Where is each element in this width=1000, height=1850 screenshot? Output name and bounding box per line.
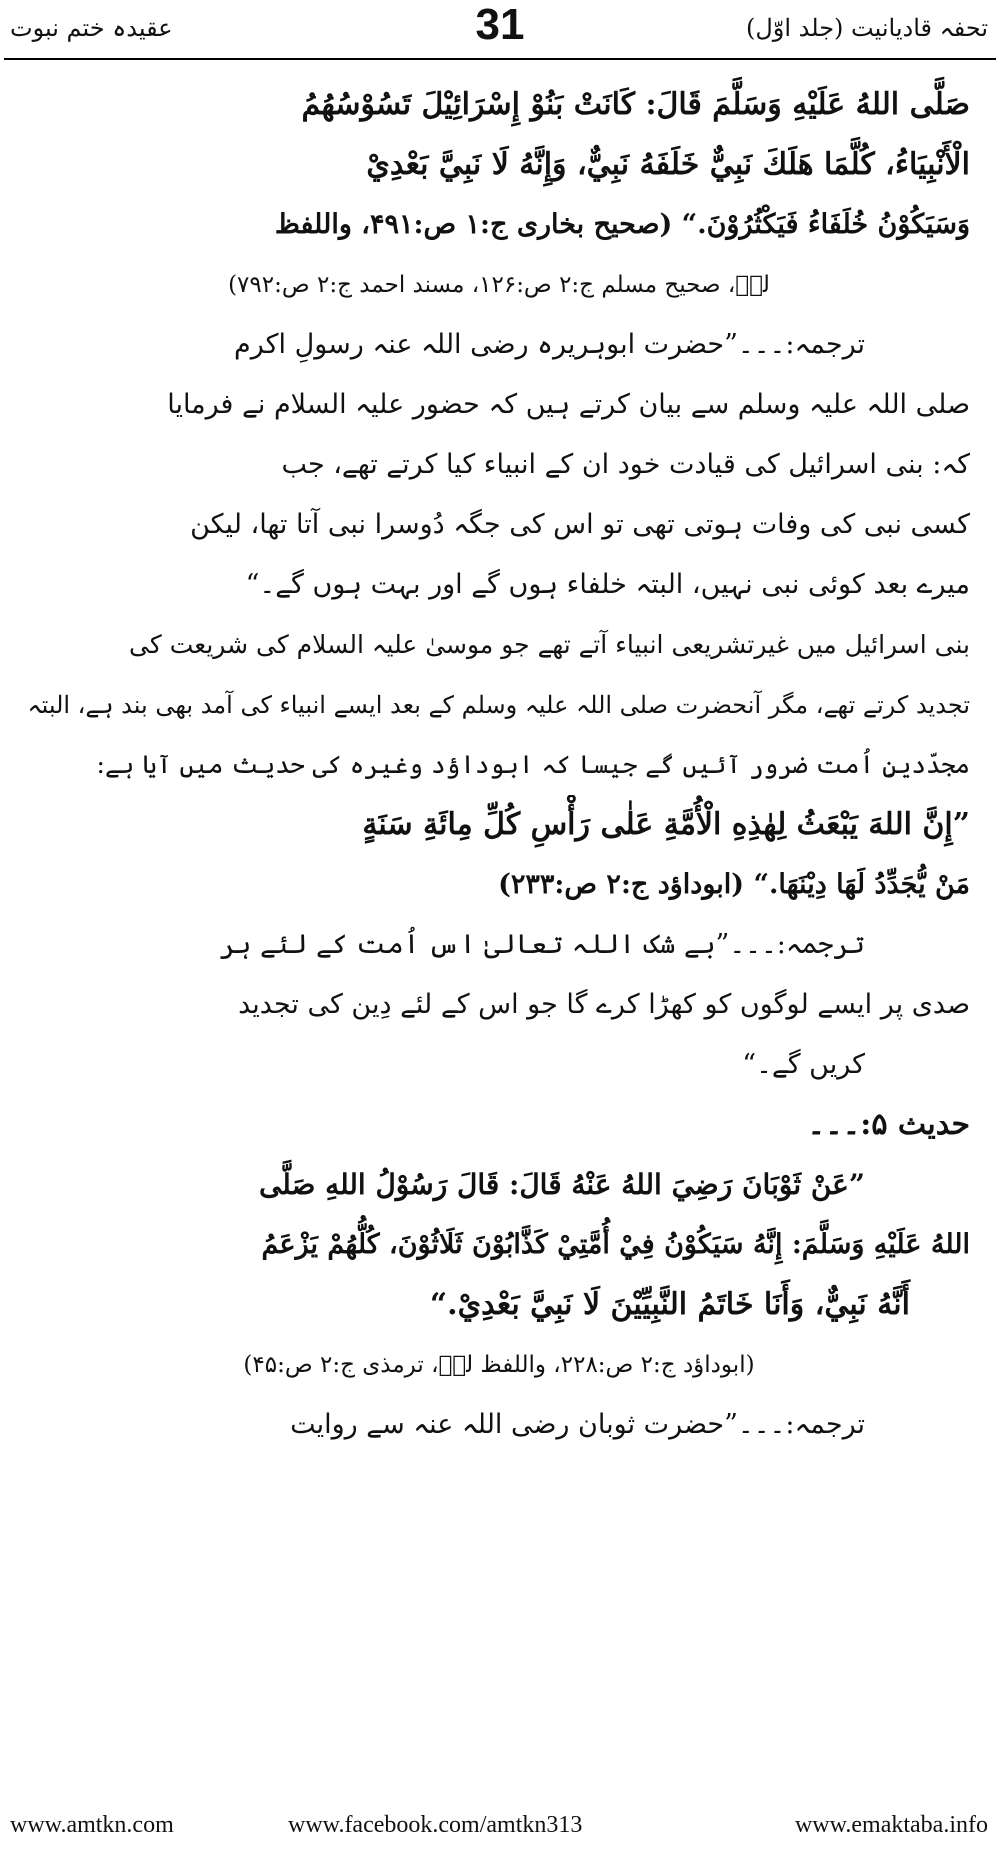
reference-line: (ابوداؤد ج:۲ ص:۲۲۸، واللفظ لہٗ، ترمذی ج:۲ ص:۴۵) [243,1352,755,1378]
footer-link-amtkn[interactable]: www.amtkn.com [10,1812,174,1838]
translation-line: ترجمہ:۔۔۔”بے شک اللہ تعالیٰ اس اُمت کے لئے ہر [219,929,865,960]
text-line: صَلَّى اللهُ عَلَيْهِ وَسَلَّمَ قَالَ: كَانَتْ بَنُوْ إِسْرَائِيْلَ تَسُوْسُهُمُ [301,87,970,122]
text-line: تجدید کرتے تھے، مگر آنحضرت صلی اللہ علیہ وسلم کے بعد ایسے انبیاء کی آمد بھی بند ہے، البتہ [28,691,970,719]
translation-line: میرے بعد کوئی نبی نہیں، البتہ خلفاء ہوں گے اور بہت ہوں گے۔“ [245,569,970,600]
translation-line: ترجمہ:۔۔۔”حضرت ابوہریرہ رضی اللہ عنہ رسولِ اکرم [234,329,865,360]
translation-line: ترجمہ:۔۔۔”حضرت ثوبان رضی اللہ عنہ سے روایت [290,1409,865,1440]
header-rule [4,58,996,60]
reference-line: لہٗ، صحیح مسلم ج:۲ ص:۱۲۶، مسند احمد ج:۲ ص:۷۹۲) [228,272,770,298]
page-footer [0,1808,1000,1850]
arabic-hadith-line: ”إِنَّ اللهَ يَبْعَثُ لِهٰذِهِ الْأُمَّةِ عَلٰى رَأْسِ كُلِّ مِائَةِ سَنَةٍ [362,807,970,842]
footer-link-emaktaba[interactable]: www.emaktaba.info [794,1812,988,1838]
arabic-hadith-line: اللهُ عَلَيْهِ وَسَلَّمَ: إِنَّهُ سَيَكُوْنُ فِيْ أُمَّتِيْ كَذَّابُوْنَ ثَلَاثُوْنَ، كُلُّهُمْ يَزْعَمُ [261,1229,970,1260]
translation-line: صلی اللہ علیہ وسلم سے بیان کرتے ہیں کہ حضور علیہ السلام نے فرمایا [167,389,970,420]
text-line: بنی اسرائیل میں غیرتشریعی انبیاء آتے تھے جو موسیٰ علیہ السلام کی شریعت کی [129,630,970,659]
translation-line: صدی پر ایسے لوگوں کو کھڑا کرے گا جو اس کے لئے دِین کی تجدید [238,989,970,1020]
footer-link-facebook[interactable]: www.facebook.com/amtkn313 [288,1812,583,1838]
arabic-hadith-line: ”عَنْ ثَوْبَانَ رَضِيَ اللهُ عَنْهُ قَالَ: قَالَ رَسُوْلُ اللهِ صَلَّى [258,1168,865,1201]
text-line: وَسَيَكُوْنُ خُلَفَاءُ فَيَكْثُرُوْنَ.“ (صحیح بخاری ج:۱ ص:۴۹۱، واللفظ [274,209,970,240]
translation-line: کریں گے۔“ [742,1049,865,1080]
header-left-title: عقیدہ ختم نبوت [10,14,173,42]
page-body [28,75,970,1805]
page-number: 31 [475,0,525,49]
section-heading: حدیث ۵:۔۔۔ [807,1107,970,1142]
header-right-title: تحفہ قادیانیت (جلد اوّل) [745,14,988,42]
arabic-hadith-line: أَنَّهُ نَبِيٌّ، وَأَنَا خَاتَمُ النَّبِيِّيْنَ لَا نَبِيَّ بَعْدِيْ.“ [429,1287,910,1322]
page-header [0,0,1000,62]
translation-line: کسی نبی کی وفات ہوتی تھی تو اس کی جگہ دُوسرا نبی آتا تھا، لیکن [190,509,970,540]
text-line: مجدّدینِ اُمت ضرور آئیں گے جیسا کہ ابوداؤد وغیرہ کی حدیث میں آیا ہے: [96,750,970,779]
text-line: الْأَنْبِيَاءُ، كُلَّمَا هَلَكَ نَبِيٌّ خَلَفَهُ نَبِيٌّ، وَإِنَّهُ لَا نَبِيَّ بَعْدِيْ [366,147,970,182]
arabic-hadith-line: مَنْ يُّجَدِّدُ لَهَا دِيْنَهَا.“ (ابوداؤد ج:۲ ص:۲۳۳) [498,869,970,900]
translation-line: کہ: بنی اسرائیل کی قیادت خود ان کے انبیاء کیا کرتے تھے، جب [281,449,970,480]
